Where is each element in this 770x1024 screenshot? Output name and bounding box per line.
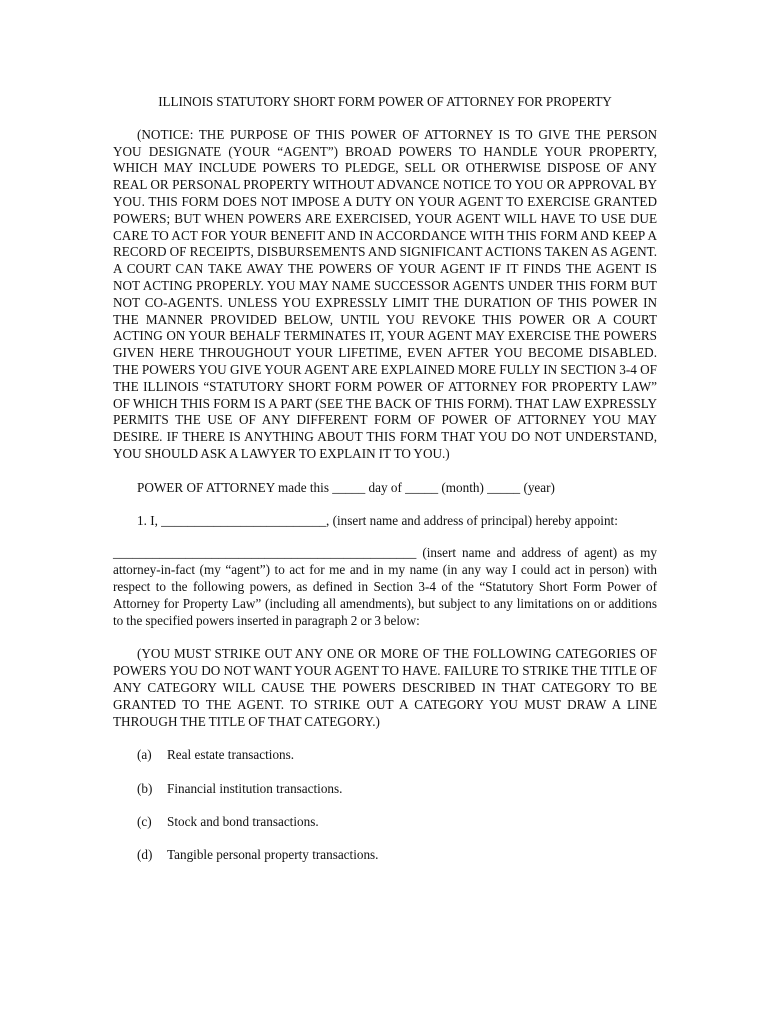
notice-paragraph: (NOTICE: THE PURPOSE OF THIS POWER OF ATTORNEY IS TO GIVE THE PERSON YOU DESIGNATE (YOUR “AGENT”) BROAD POWERS TO HANDLE YOUR PROPERTY, WHICH MAY INCLUDE POWERS TO PLEDGE, SELL OR OTHERWISE DISPOSE OF ANY REAL OR PERSONAL PROPERTY WITHOUT ADVANCE NOTICE TO YOU OR APPROVAL BY YOU. THIS FORM DOES NOT IMPOSE A DUTY ON YOUR AGENT TO EXERCISE GRANTED POWERS; BUT WHEN POWERS ARE EXERCISED, YOUR AGENT WILL HAVE TO USE DUE CARE TO ACT FOR YOUR BENEFIT AND IN ACCORDANCE WITH THIS FORM AND KEEP A RECORD OF RECEIPTS, DISBURSEMENTS AND SIGNIFICANT ACTIONS TAKEN AS AGENT. A COURT CAN TAKE AWAY THE POWERS OF YOUR AGENT IF IT FINDS THE AGENT IS NOT ACTING PROPERLY. YOU MAY NAME SUCCESSOR AGENTS UNDER THIS FORM BUT NOT CO-AGENTS. UNLESS YOU EXPRESSLY LIMIT THE DURATION OF THIS POWER IN THE MANNER PROVIDED BELOW, UNTIL YOU REVOKE THIS POWER OR A COURT ACTING ON YOUR BEHALF TERMINATES IT, YOUR AGENT MAY EXERCISE THE POWERS GIVEN HERE THROUGHOUT YOUR LIFETIME, EVEN AFTER YOU BECOME DISABLED. THE POWERS YOU GIVE YOUR AGENT ARE EXPLAINED MORE FULLY IN SECTION 3-4 OF THE ILLINOIS “STATUTORY SHORT FORM POWER OF ATTORNEY FOR PROPERTY LAW” OF WHICH THIS FORM IS A PART (SEE THE BACK OF THIS FORM). THAT LAW EXPRESSLY PERMITS THE USE OF ANY DIFFERENT FORM OF POWER OF ATTORNEY YOU MAY DESIRE. IF THERE IS ANYTHING ABOUT THIS FORM THAT YOU DO NOT UNDERSTAND, YOU SHOULD ASK A LAWYER TO EXPLAIN IT TO YOU.) [113,126,657,461]
agent-paragraph: ______________________________________________ (insert name and address of agent) as my attorney-in-fact (my “agent”) to act for me and in my name (in any way I could act in person) with respect to the following powers, as defined in Section 3-4 of the “Statutory Short Form Power of Attorney for Property Law” (including all amendments), but subject to any limitations on or additions to the specified powers inserted in paragraph 2 or 3 below: [113,545,657,628]
strike-notice-paragraph: (YOU MUST STRIKE OUT ANY ONE OR MORE OF THE FOLLOWING CATEGORIES OF POWERS YOU DO NOT WANT YOUR AGENT TO HAVE. FAILURE TO STRIKE THE TITLE OF ANY CATEGORY WILL CAUSE THE POWERS DESCRIBED IN THAT CATEGORY TO BE GRANTED TO THE AGENT. TO STRIKE OUT A CATEGORY YOU MUST DRAW A LINE THROUGH THE TITLE OF THAT CATEGORY.) [113,646,657,729]
category-letter: (b) [137,780,153,796]
document-title: ILLINOIS STATUTORY SHORT FORM POWER OF ATTORNEY FOR PROPERTY [158,94,612,109]
category-letter: (c) [137,814,152,830]
category-label: Financial institution transactions. [167,780,343,796]
category-item [137,814,657,831]
category-label: Stock and bond transactions. [167,814,319,830]
category-letter: (a) [137,747,152,763]
made-date-line: POWER OF ATTORNEY made this _____ day of _____ (month) _____ (year) [137,479,555,495]
document-page [113,94,657,881]
category-item [137,781,657,798]
principal-appoint-line: 1. I, _________________________, (insert name and address of principal) hereby appoint: [137,512,618,528]
category-item [137,747,657,764]
category-letter: (d) [137,847,153,863]
category-label: Tangible personal property transactions. [167,847,379,863]
category-label: Real estate transactions. [167,747,295,763]
category-item [137,847,657,864]
